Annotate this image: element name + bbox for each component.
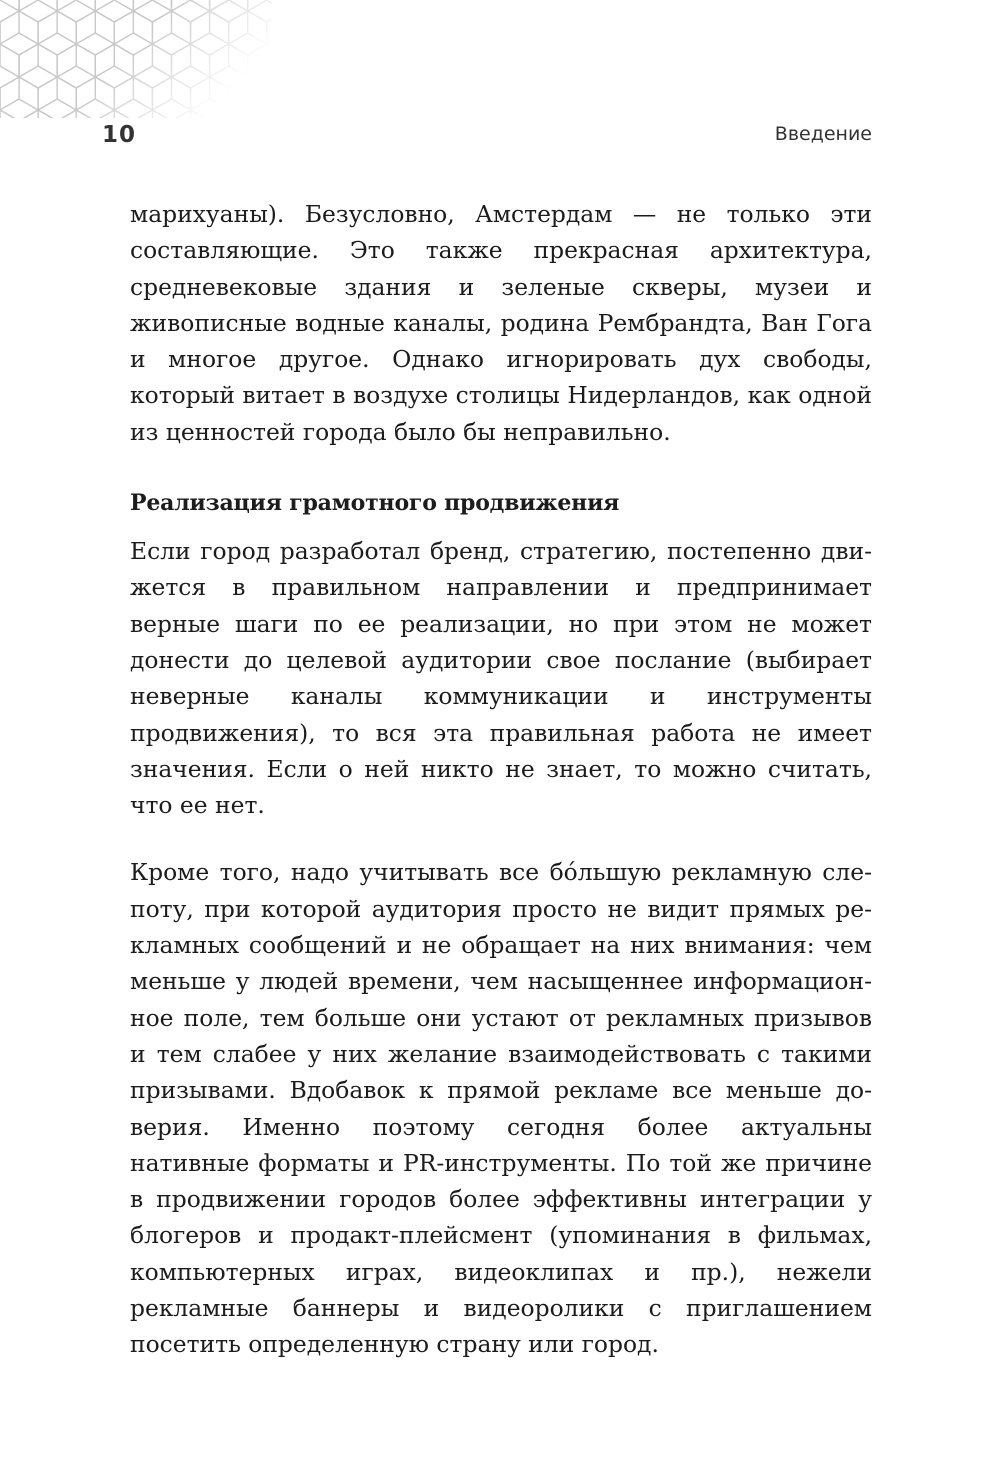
hexagon-cube-pattern-icon bbox=[0, 0, 272, 118]
section-heading: Реализация грамотного продвижения bbox=[130, 490, 620, 517]
page-body bbox=[130, 196, 872, 1394]
section-title: Введение bbox=[774, 123, 872, 145]
paragraph-ad-blindness: Кроме того, надо учитывать все бóльшую рекламную слепоту, при которой аудитория просто не видит прямых рекламных сообщений и не обращает на них внимания: чем меньше у людей времени, чем насыщеннее информационное поле, тем больше они устают от рекламных призывов и тем слабее у них желание взаимодействовать с такими призывами. Вдобавок к прямой рекламе все меньше доверия. Именно поэтому сегодня более актуальны нативные форматы и PR-инструменты. По той же причине в продвижении городов более эффективны интеграции у блогеров и продакт-плейсмент (упоминания в фильмах, компьютерных играх, видеоклипах и пр.), нежели рекламные баннеры и видеоролики с приглашением посетить определенную страну или город. bbox=[130, 858, 872, 1359]
running-head bbox=[0, 118, 1000, 154]
page-number: 10 bbox=[102, 122, 137, 148]
paragraph-brand-promotion: Если город разработал бренд, стратегию, постепенно движется в правильном направлении и предпринимает верные шаги по ее реализации, но при этом не может донести до целевой аудитории свое послание (выбирает неверные каналы коммуникации и инструменты продвижения), то вся эта правильная работа не имеет значения. Если о ней никто не знает, то можно считать, что ее нет. bbox=[130, 537, 872, 820]
paragraph-amsterdam: марихуаны). Безусловно, Амстердам — не только эти составляющие. Это также прекрасная архитектура, средневековые здания и зеленые скверы, музеи и живописные водные каналы, родина Рембрандта, Ван Гога и многое другое. Однако игнорировать дух свободы, который витает в воздухе столицы Нидерландов, как одной из ценностей города было бы неправильно. bbox=[130, 200, 872, 446]
